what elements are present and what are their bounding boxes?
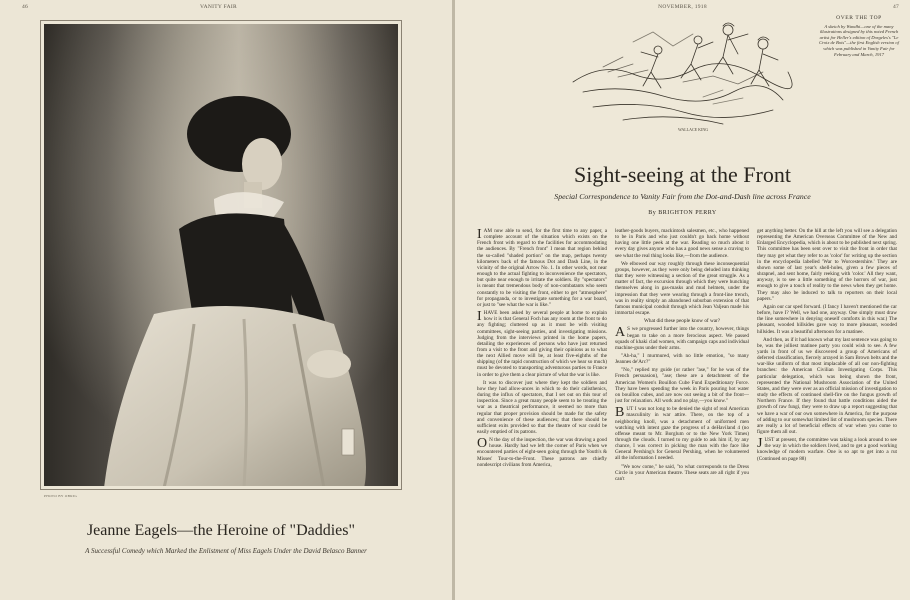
paragraph: JUST at present, the committee was taking a look around to see the way in which the soldiers lived, and to get a good working knowledge of modern warfare. One is so apt to get into a rut (Continued on page 88) <box>757 436 897 462</box>
sidebar-text: A sketch by Wandhi—one of the many illustrations designed by this noted French artist for Heller's edition of Dorgeles's "Le Croix de Bois"—the first English version of which was published in Vanity Fair for February and March, 1917 <box>819 23 899 57</box>
article-title: Sight-seeing at the Front <box>574 162 791 187</box>
right-page <box>455 0 910 600</box>
photo-credit: PHOTO BY OBRIG <box>44 494 78 498</box>
paragraph: get anything better. On the hill at the left you will see a delegation representing the American Overseas Committee of the New and Enlarged Encyclopedia, which is about to be published next spring. This committee has been sent over to visit the front in order that they may get what they refer to as 'color' for writing up the section in the encyclopedia labelled 'War to Worcestershire.' They are shown some of last year's shell-holes, given a few pieces of shrapnel, and sent home, fairly reeking with 'color.' All they want, anyway, is to see a little something of the horrors of war, just enough to give a touch of reality to the news when they get home. They may also be induced to talk to reporters on their local papers." <box>757 228 897 302</box>
photo-caption-title: Jeanne Eagels—the Heroine of "Daddies" <box>86 522 356 539</box>
left-folio: 46 <box>22 4 29 10</box>
paragraph: We elbowed our way roughly through these inconsequential groups, however, as they were only being deluded into thinking that they were witnessing a section of the great struggle. As a matter of fact, the excursion through which they were hunching themselves along in gas-masks and mud helmets, under the impression that they were wearing through a front-line trench, was in reality simply an abandoned suburban extension of that famous municipal conduit through which Jean Valjean made his immortal escape. <box>615 260 749 317</box>
sidebar-heading: OVER THE TOP <box>836 15 882 21</box>
portrait-figure <box>44 24 398 486</box>
paragraph: Again our car sped forward. (I fancy I haven't mentioned the car before, have I? Well, we had one, anyway. One simply must draw the line somewhere in denying oneself comforts in this war.) The pleasant, wooded hillsides gave way to more pleasant, wooded hillsides. It was a beautiful afternoon for a matinee. <box>757 303 897 335</box>
paragraph: ON the day of the inspection, the war was drawing a good house. Hardly had we left the corner of Paris when we encountered parties of eight-seen going through the Youth's & Misses' Tour-to-the-Front. These patrons are chiefly nondescript civilians from America, <box>477 436 607 468</box>
article-column-2 <box>615 228 749 596</box>
left-page <box>0 0 452 600</box>
portrait-photo <box>44 24 398 486</box>
article-byline: By BRIGHTON PERRY <box>648 210 717 216</box>
paragraph: "We now come," he said, "to what corresponds to the Dress Circle in your American theatre. These seats are all right if you can't <box>615 463 749 482</box>
sidebar-caption <box>815 16 903 57</box>
right-folio: 47 <box>893 4 900 10</box>
article-subtitle: Special Correspondence to Vanity Fair from the Dot-and-Dash line across France <box>554 192 811 201</box>
paragraph: It was to discover just where they kept the soldiers and how they had allow-ances in which to do their calisthenics, during the influx of spectators, that I set out on this tour of inspection. Since a great many people seem to be treating the war as a theatrical performance, it seemed no more than regular that proper provision should be made for the safety and convenience of these audiences; that there should be sufficient exits provided so that the theatre of war could be easily emptied of its patrons. <box>477 379 607 435</box>
portrait-photo-frame <box>40 20 402 490</box>
paragraph: leather-goods buyers, mackintosh salesmen, etc., who happened to be in Paris and who just couldn't go back home without having one little peek at the war. Reading so much about it every day gives anyone who has a good news sense a craving to see what the real thing looks like,—from the audience. <box>615 228 749 259</box>
paragraph: BUT I was not long to be denied the sight of real American masculinity in war attire. There, on the top of a neighboring knoll, was a detachment of uniformed men watching with intent gaze the progress of a deHaviland 4 (no offense meant to Mr. Borglum or to the New York Times) through the clouds. I turned to my guide to ask him if, by any chance, I was correct in picking the man with the face like General Pershing's for General Pershing, when he volunteered all the information I needed. <box>615 405 749 462</box>
left-running-head: VANITY FAIR <box>200 4 237 10</box>
paragraph: IAM now able to send, for the first time to any paper, a complete account of the situation which exists on the French front with regard to the facilities for accommodating the audiences. By "French front" I mean that region behind the so-called "shaded portion" on the map, perhaps twenty kilometers back of the famous Dot and Dash Line, in the vicinity of the original Arrow No. 1. In other words, not near enough to the actual fighting to inconvenience the spectators, but quite near enough to irritate the soldiers. By "spectators" is meant that tremendous body of non-combatants who seem constantly to be visiting the front, either to get "atmosphere" for propaganda, or to investigate something for a war board, or just to "see what the war is like." <box>477 228 607 308</box>
paragraph: "Ah-ha," I murmured, with no little emotion, "so many Jeannes de'Arc?" <box>615 352 749 366</box>
article-column-3 <box>757 228 897 596</box>
photo-caption-subtitle: A Successful Comedy which Marked the Enlistment of Miss Eagels Under the David Belasco Banner <box>85 547 367 555</box>
paragraph: "No," replied my guide (or rather "ase," for he was of the French persuasion), "ase; these are a detachment of the American Women's Bouillon Cube Fund Expeditionary Force. They have been spending the week in Paris pouring hot water on bouillon cubes, and are now out seeing a bit of the front—just for relaxation. All work and no play,—you know." <box>615 367 749 405</box>
paragraph: What did these people know of war? <box>643 318 721 325</box>
article-column-1 <box>477 228 607 596</box>
right-running-head: NOVEMBER, 1918 <box>658 4 707 10</box>
paragraph: AS we progressed further into the country, however, things began to take on a more ferocious aspect. We passed squads of khaki clad women, with campaign caps and individual machine-guns under their arms. <box>615 325 749 351</box>
paragraph: IHAVE been asked by several people at home to explain how it is that General Foch has any room at the front to do any fighting; cluttered up as it must be with visiting committees, sight-seeing parties, and investigating missions. Judging from the interviews printed in the home papers, detailing the experiences of persons who have just returned from a visit to the front and giving their opinions as to what the next Allied move will be, at least five-eighths of the shipping (of the rapid construction of which we hear so much) must be devoted to transporting adventurous parties to France in order to give them a clear picture of what the war is like. <box>477 309 607 378</box>
paragraph: And then, as if it had known what my last sentence was going to be, was the jolliest matinee party you could wish to see. A few yards in front of us we discovered a group of Americans of deferred classification, fiercely arrayed in Sam Brown belts and the war-like uniform of that most implacable of all our non-fighting branches: the American Civilian Investigating Corps. This particular delegation, which was being shown the front, represented the National Mushroom Association of the United States, and they were over as an official mission of investigation to study the effects of continued shell-fire on the fungus growth of Northern France. If they found that battle conditions aided the growth of raw fungi, they were to draw up a report suggesting that we have a war of our own somewhere in America, for the purpose of adding to our somewhat limited list of mushroom species. There are really a lot of beneficial effects of war when you come to figure them all out. <box>757 336 897 435</box>
war-sketch-illustration <box>563 12 793 134</box>
sketch-signature: WALLACE KING <box>678 127 709 132</box>
